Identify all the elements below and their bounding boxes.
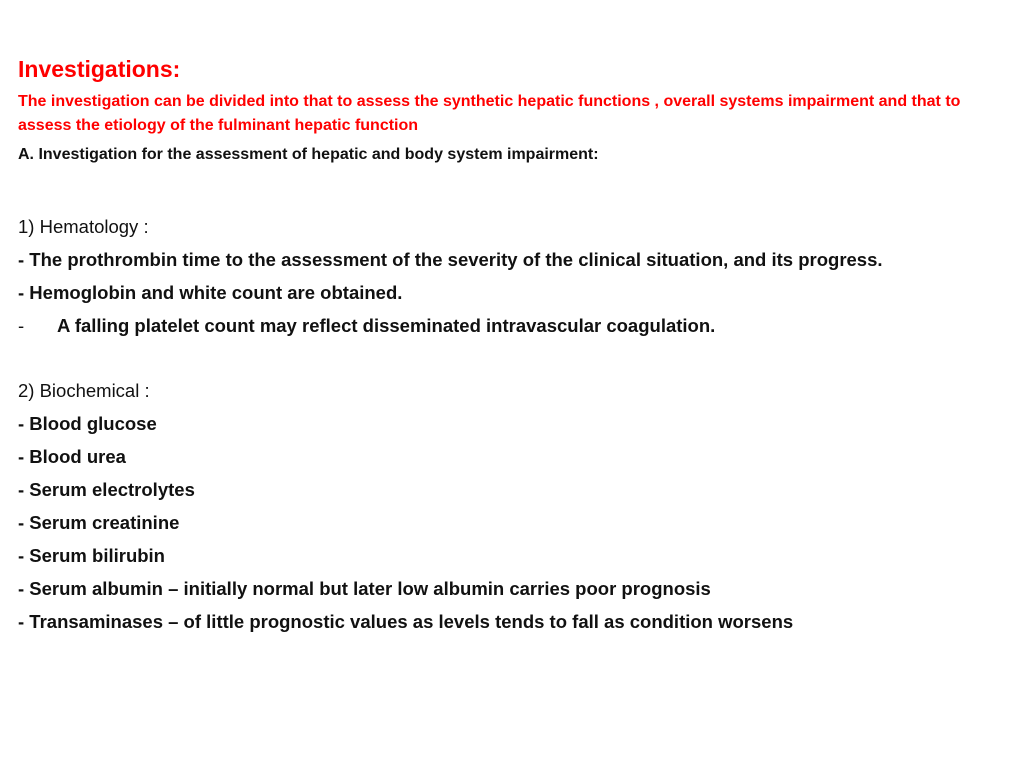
biochemical-heading: 2) Biochemical : <box>18 380 150 401</box>
page-title: Investigations: <box>18 56 181 82</box>
list-item: - Blood urea <box>18 446 126 467</box>
hematology-heading: 1) Hematology : <box>18 216 149 237</box>
intro-paragraph: The investigation can be divided into that to assess the synthetic hepatic functions , overall systems impairment and that to assess the etiology of the fulminant hepatic function <box>18 93 961 134</box>
list-item: - Serum bilirubin <box>18 545 165 566</box>
list-item: - Blood glucose <box>18 413 157 434</box>
bullet-dash: - <box>18 315 25 336</box>
list-item-text: A falling platelet count may reflect disseminated intravascular coagulation. <box>57 315 716 336</box>
section-subheading: A. Investigation for the assessment of hepatic and body system impairment: <box>18 146 599 163</box>
list-item: - Hemoglobin and white count are obtained. <box>18 282 403 303</box>
biochemical-section <box>18 374 793 638</box>
list-item: - Serum albumin – initially normal but later low albumin carries poor prognosis <box>18 578 711 599</box>
slide <box>18 0 1008 768</box>
list-item: - Serum creatinine <box>18 512 180 533</box>
list-item: - Serum electrolytes <box>18 479 195 500</box>
list-item: - Transaminases – of little prognostic values as levels tends to fall as condition worsens <box>18 611 794 632</box>
hematology-section <box>18 210 883 342</box>
list-item: - The prothrombin time to the assessment of the severity of the clinical situation, and its progress. <box>18 249 883 270</box>
list-item <box>18 309 883 342</box>
